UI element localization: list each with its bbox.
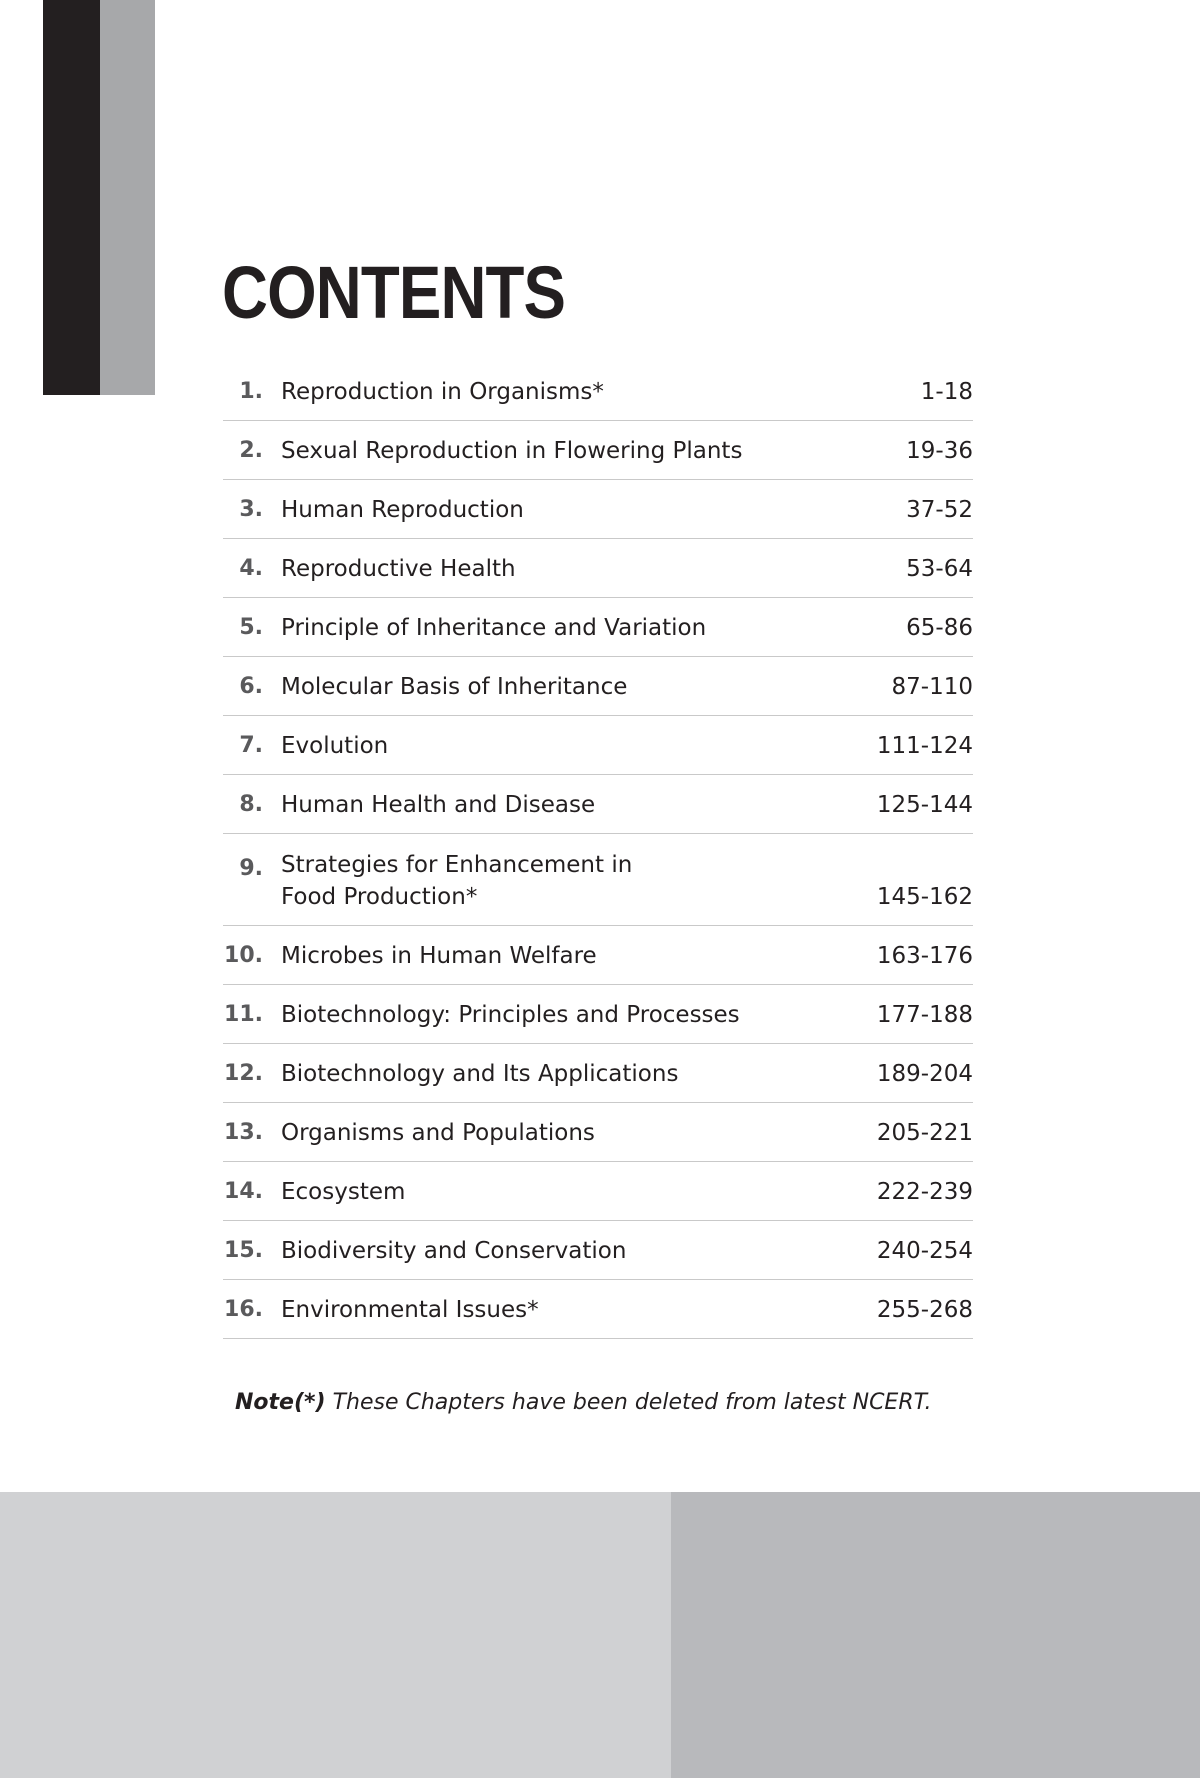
chapter-title: Reproduction in Organisms*: [281, 379, 604, 405]
chapter-title: Microbes in Human Welfare: [281, 943, 597, 969]
chapter-title: Environmental Issues*: [281, 1297, 539, 1323]
toc-row[interactable]: [223, 421, 973, 480]
chapter-number: 8.: [239, 792, 263, 817]
toc-row[interactable]: [223, 985, 973, 1044]
page-title: CONTENTS: [222, 251, 566, 334]
chapter-title: Organisms and Populations: [281, 1120, 595, 1146]
chapter-pages: 255-268: [876, 1297, 973, 1323]
chapter-pages: 37-52: [906, 497, 973, 523]
chapter-number: 15.: [224, 1238, 263, 1263]
chapter-pages: 205-221: [876, 1120, 973, 1146]
chapter-pages: 1-18: [920, 379, 973, 405]
contents-list: [223, 362, 973, 1339]
toc-row[interactable]: [223, 1162, 973, 1221]
toc-row[interactable]: [223, 1221, 973, 1280]
chapter-pages: 87-110: [891, 674, 973, 700]
chapter-pages: 163-176: [876, 943, 973, 969]
chapter-pages: 111-124: [876, 733, 973, 759]
toc-row[interactable]: [223, 362, 973, 421]
chapter-number: 4.: [239, 556, 263, 581]
chapter-title: Ecosystem: [281, 1179, 406, 1205]
chapter-pages: 189-204: [876, 1061, 973, 1087]
note-text: These Chapters have been deleted from latest NCERT.: [325, 1390, 932, 1415]
chapter-number: 10.: [224, 943, 263, 968]
footnote: [235, 1390, 931, 1415]
toc-row[interactable]: [223, 598, 973, 657]
decorative-grey-bar: [100, 0, 155, 395]
chapter-title: Principle of Inheritance and Variation: [281, 615, 707, 641]
chapter-title: Molecular Basis of Inheritance: [281, 674, 628, 700]
chapter-number: 1.: [239, 379, 263, 404]
toc-row[interactable]: [223, 716, 973, 775]
chapter-pages: 240-254: [876, 1238, 973, 1264]
toc-row[interactable]: [223, 926, 973, 985]
chapter-pages: 145-162: [876, 884, 973, 910]
chapter-title: Evolution: [281, 733, 389, 759]
chapter-title: Biotechnology: Principles and Processes: [281, 1002, 740, 1028]
toc-row[interactable]: [223, 1044, 973, 1103]
chapter-pages: 125-144: [876, 792, 973, 818]
note-label: Note(*): [235, 1390, 326, 1415]
chapter-pages: 53-64: [906, 556, 973, 582]
footer-block-light: [0, 1492, 671, 1778]
chapter-pages: 19-36: [906, 438, 973, 464]
chapter-title: Sexual Reproduction in Flowering Plants: [281, 438, 743, 464]
decorative-dark-bar: [43, 0, 100, 395]
chapter-title: Biodiversity and Conservation: [281, 1238, 627, 1264]
toc-row[interactable]: [223, 1103, 973, 1162]
chapter-pages: 65-86: [906, 615, 973, 641]
chapter-title: Biotechnology and Its Applications: [281, 1061, 679, 1087]
chapter-number: 12.: [224, 1061, 263, 1086]
chapter-pages: 177-188: [876, 1002, 973, 1028]
chapter-number: 14.: [224, 1179, 263, 1204]
toc-row[interactable]: [223, 1280, 973, 1339]
chapter-number: 13.: [224, 1120, 263, 1145]
chapter-number: 16.: [224, 1297, 263, 1322]
chapter-title: Human Health and Disease: [281, 792, 596, 818]
toc-row[interactable]: [223, 834, 973, 926]
footer-block-dark: [671, 1492, 1200, 1778]
chapter-title: Strategies for Enhancement in Food Production*: [281, 852, 633, 910]
toc-row[interactable]: [223, 657, 973, 716]
chapter-number: 5.: [239, 615, 263, 640]
chapter-title: Reproductive Health: [281, 556, 516, 582]
toc-row[interactable]: [223, 480, 973, 539]
chapter-title: Human Reproduction: [281, 497, 524, 523]
chapter-number: 7.: [239, 733, 263, 758]
chapter-number: 6.: [239, 674, 263, 699]
chapter-number: 2.: [239, 438, 263, 463]
chapter-number: 3.: [239, 497, 263, 522]
chapter-number: 11.: [224, 1002, 263, 1027]
toc-row[interactable]: [223, 775, 973, 834]
toc-row[interactable]: [223, 539, 973, 598]
chapter-number: 9.: [239, 856, 263, 881]
chapter-pages: 222-239: [876, 1179, 973, 1205]
